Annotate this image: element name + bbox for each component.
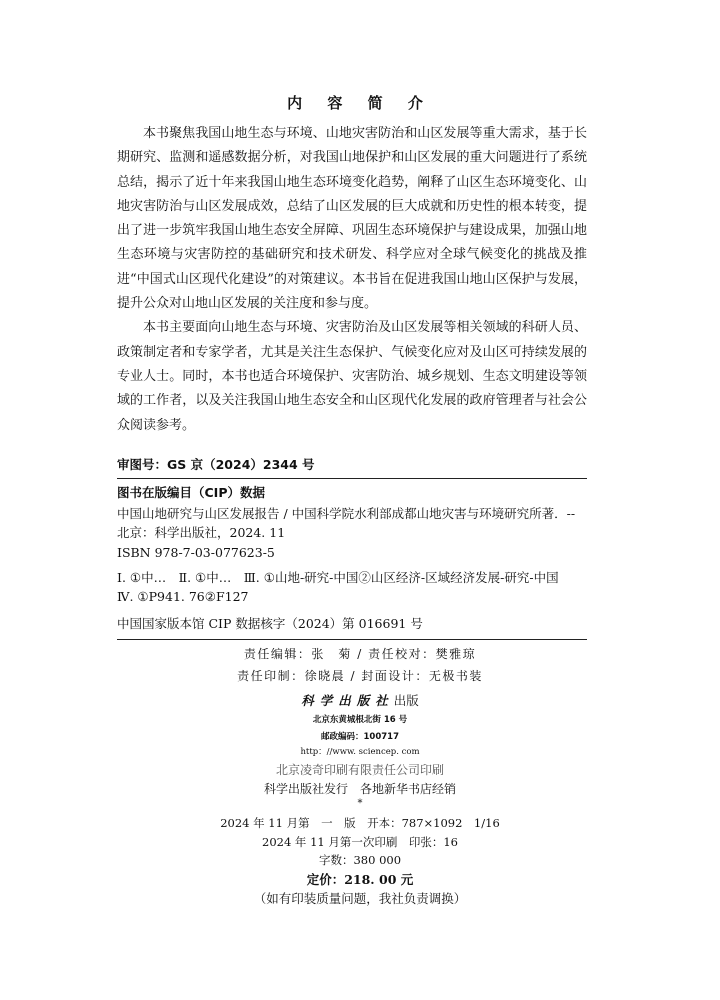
price-line: 定价：218. 00 元 bbox=[306, 872, 414, 887]
distribution-line: 科学出版社发行 各地新华书店经销 bbox=[263, 782, 456, 796]
printing-line: 2024 年 11 月第一次印刷 印张：16 bbox=[262, 835, 458, 849]
cip-heading: 图书在版编目（CIP）数据 bbox=[117, 485, 265, 500]
divider-top bbox=[117, 478, 587, 479]
summary-paragraph-2: 本书主要面向山地生态与环境、灾害防治及山区发展等相关领域的科研人员、政策制定者和专家学者，尤其是关注生态保护、气候变化应对及山区可持续发展的专业人士。同时，本书也适合环境保护、灾害防治、城乡规划、生态文明建设等领域的工作者，以及关注我国山地生态安全和山区现代化发展的政府管理者与社会公众阅读参考。 bbox=[117, 320, 587, 433]
content-summary bbox=[117, 122, 587, 438]
divider-bottom bbox=[117, 639, 587, 640]
page-title: 内 容 简 介 bbox=[287, 94, 433, 112]
printer-line: 北京凌奇印刷有限责任公司印刷 bbox=[275, 763, 444, 777]
separator-star: * bbox=[357, 798, 363, 809]
credits-production: 责任印制：徐晓晨 / 封面设计：无极书装 bbox=[237, 669, 483, 683]
word-count: 字数：380 000 bbox=[318, 853, 402, 867]
edition-line: 2024 年 11 月第 一 版 开本：787×1092 1/16 bbox=[220, 816, 500, 830]
publisher-suffix: 出版 bbox=[393, 693, 419, 708]
publisher-address: 北京东黄城根北街 16 号 bbox=[312, 715, 408, 725]
publisher-logo-text: 科学出版社 bbox=[301, 693, 394, 708]
quality-note: （如有印装质量问题，我社负责调换） bbox=[253, 891, 467, 906]
cip-verification: 中国国家版本馆 CIP 数据核字（2024）第 016691 号 bbox=[117, 616, 423, 631]
map-approval-number: 审图号：GS 京（2024）2344 号 bbox=[117, 457, 315, 472]
publisher-line bbox=[0, 691, 720, 709]
publisher-postcode: 邮政编码：100717 bbox=[321, 732, 399, 742]
cip-classification: Ⅰ. ①中… Ⅱ. ①中… Ⅲ. ①山地-研究-中国②山区经济-区域经济发展-研究-中国 Ⅳ. ①P941. 76②F127 bbox=[117, 570, 572, 604]
summary-paragraph-1: 本书聚焦我国山地生态与环境、山地灾害防治和山区发展等重大需求，基于长期研究、监测和遥感数据分析，对我国山地保护和山区发展的重大问题进行了系统总结，揭示了近十年来我国山地生态环境变化趋势，阐释了山区生态环境变化、山地灾害防治与山区发展成效，总结了山区发展的巨大成就和历史性的根本转变，提出了进一步筑牢我国山地生态安全屏障、巩固生态环境保护与建设成果，加强山地生态环境与灾害防控的基础研究和技术研发、科学应对全球气候变化的挑战及推进“中国式山区现代化建设”的对策建议。本书旨在促进我国山地山区保护与发展，提升公众对山地山区发展的关注度和参与度。 bbox=[117, 126, 587, 312]
credits-editors: 责任编辑：张 菊 / 责任校对：樊雅琼 bbox=[243, 647, 477, 661]
cip-record: 中国山地研究与山区发展报告 / 中国科学院水利部成都山地灾害与环境研究所著．--北京：科学出版社，2024. 11 bbox=[117, 506, 576, 540]
cip-isbn: ISBN 978-7-03-077623-5 bbox=[117, 545, 275, 560]
publisher-website: http：//www. sciencep. com bbox=[300, 747, 420, 757]
